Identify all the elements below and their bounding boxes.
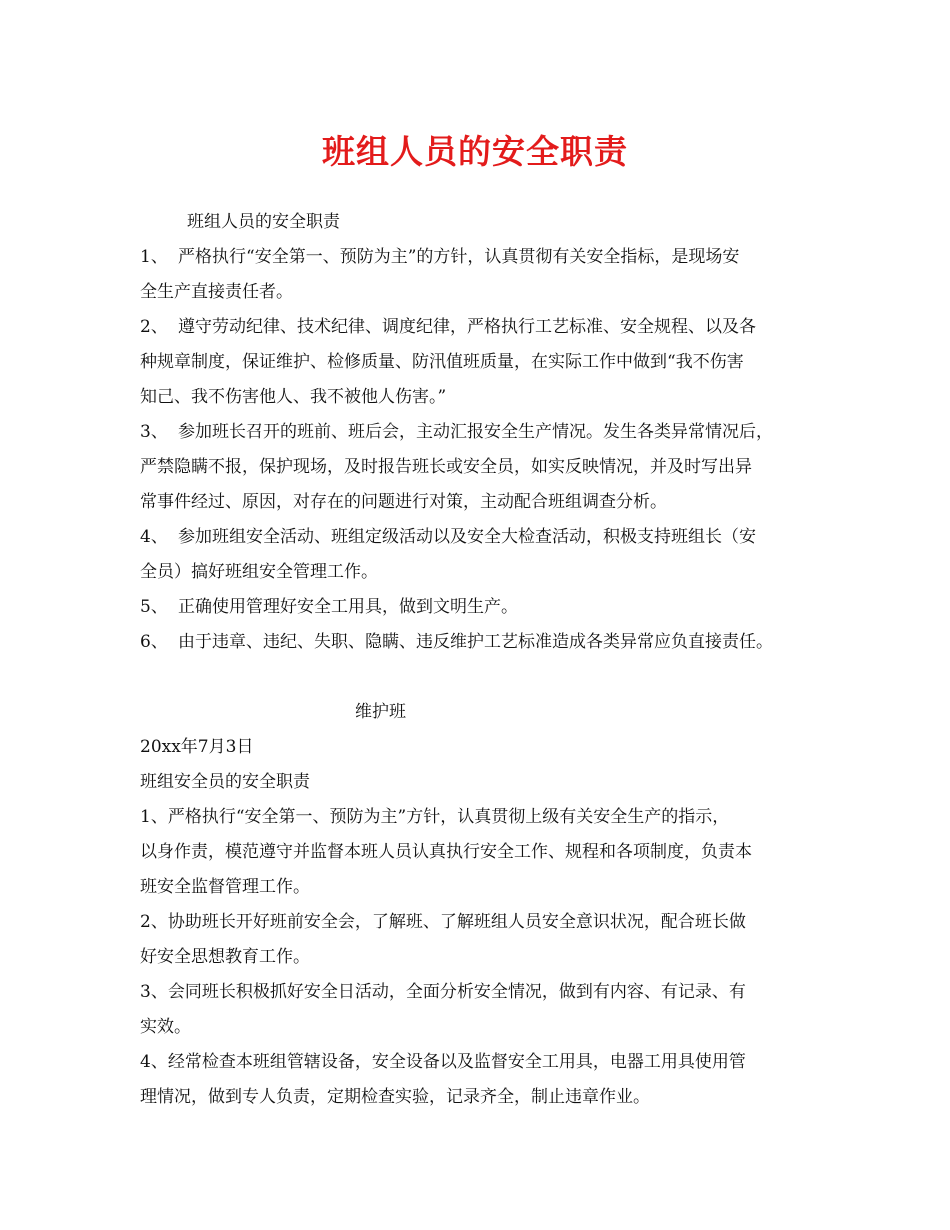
document-title: 班组人员的安全职责: [322, 132, 628, 171]
list-item-continuation: 知己、我不伤害他人、我不被他人伤害。”: [140, 387, 447, 407]
list-item-continuation: 理情况，做到专人负责，定期检查实验，记录齐全，制止违章作业。: [140, 1087, 650, 1107]
intro-heading: 班组人员的安全职责: [187, 212, 340, 232]
list-item: 1、 严格执行“安全第一、预防为主”的方针，认真贯彻有关安全指标，是现场安: [140, 247, 740, 267]
list-item: 2、 遵守劳动纪律、技术纪律、调度纪律，严格执行工艺标准、安全规程、以及各: [140, 317, 756, 337]
list-item-continuation: 严禁隐瞒不报，保护现场，及时报告班长或安全员，如实反映情况，并及时写出异: [140, 457, 752, 477]
list-item: 1、严格执行“安全第一、预防为主”方针，认真贯彻上级有关安全生产的指示，: [140, 807, 730, 827]
date: 20xx年7月3日: [140, 737, 254, 757]
list-item: 5、 正确使用管理好安全工用具，做到文明生产。: [140, 597, 518, 617]
list-item-continuation: 常事件经过、原因，对存在的问题进行对策，主动配合班组调查分析。: [140, 492, 667, 512]
list-item: 4、经常检查本班组管辖设备，安全设备以及监督安全工用具，电器工用具使用管: [140, 1052, 746, 1072]
list-item-continuation: 全员）搞好班组安全管理工作。: [140, 562, 378, 582]
document-body: [140, 205, 830, 1115]
list-item: 3、会同班长积极抓好安全日活动，全面分析安全情况，做到有内容、有记录、有: [140, 982, 746, 1002]
spacer: [140, 660, 830, 695]
list-item-continuation: 种规章制度，保证维护、检修质量、防汛值班质量，在实际工作中做到“我不伤害: [140, 352, 744, 372]
list-item: 4、 参加班组安全活动、班组定级活动以及安全大检查活动，积极支持班组长（安: [140, 527, 756, 547]
section-heading: 班组安全员的安全职责: [140, 772, 310, 792]
list-item-continuation: 班安全监督管理工作。: [140, 877, 310, 897]
list-item-continuation: 以身作责，模范遵守并监督本班人员认真执行安全工作、规程和各项制度，负责本: [140, 842, 752, 862]
list-item-continuation: 实效。: [140, 1017, 191, 1037]
list-item-continuation: 好安全思想教育工作。: [140, 947, 310, 967]
list-item-continuation: 全生产直接责任者。: [140, 282, 293, 302]
list-item: 3、 参加班长召开的班前、班后会，主动汇报安全生产情况。发生各类异常情况后，: [140, 422, 773, 442]
signature: 维护班: [355, 702, 406, 722]
list-item: 2、协助班长开好班前安全会，了解班、了解班组人员安全意识状况，配合班长做: [140, 912, 746, 932]
list-item: 6、 由于违章、违纪、失职、隐瞒、违反维护工艺标准造成各类异常应负直接责任。: [140, 632, 773, 652]
